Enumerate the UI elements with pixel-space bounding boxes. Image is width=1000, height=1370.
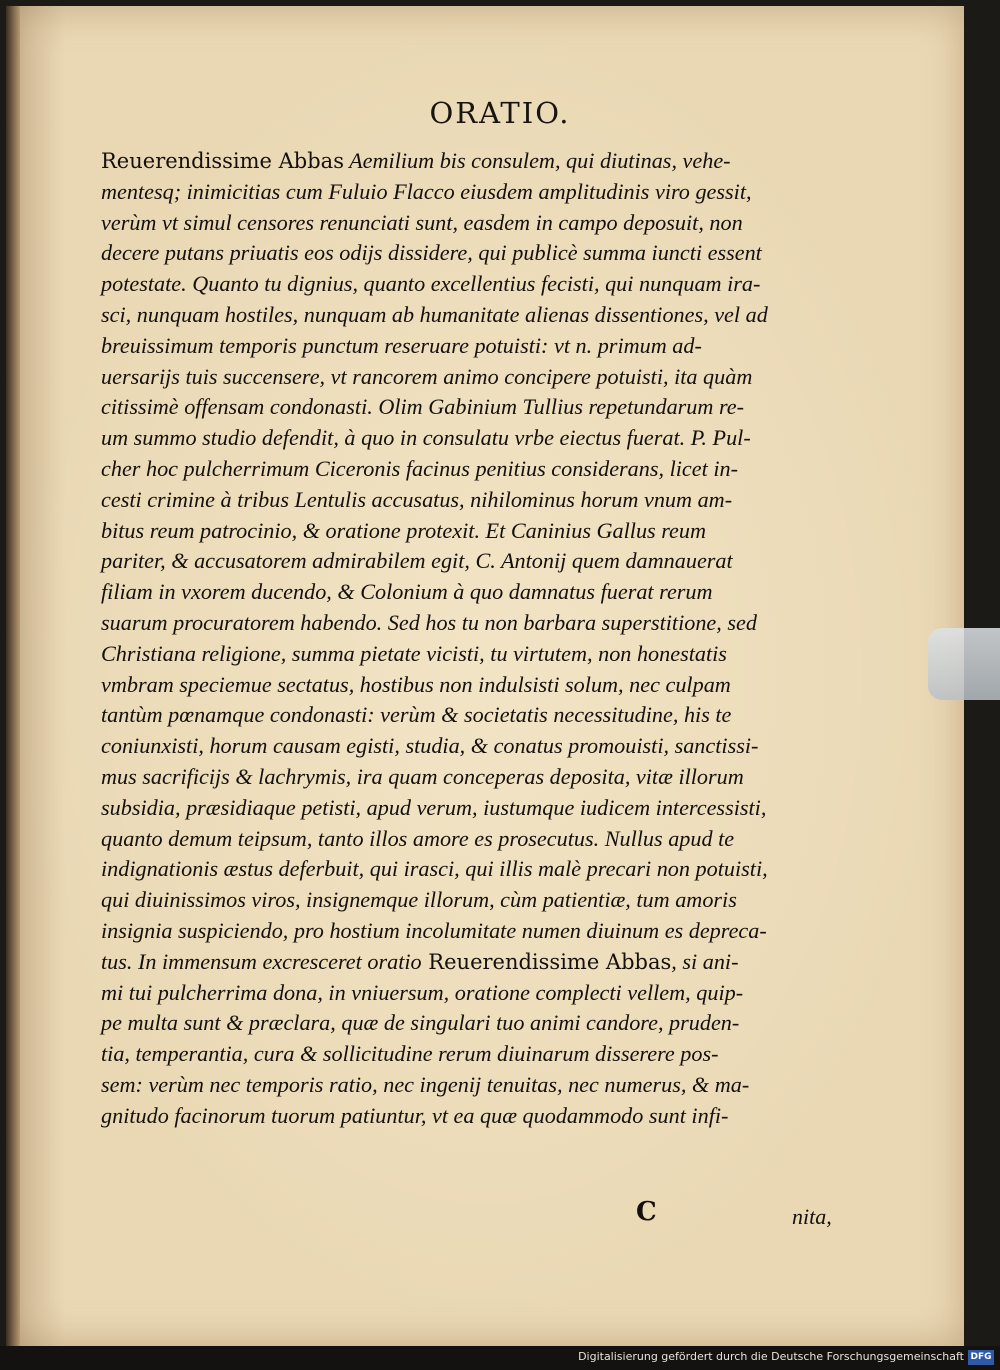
text-line: potestate. Quanto tu dignius, quanto excellentius fecisti, qui nunquam ira- bbox=[101, 271, 761, 297]
signature-mark: C bbox=[636, 1197, 657, 1227]
text-line: verùm vt simul censores renunciati sunt, easdem in campo deposuit, non bbox=[101, 209, 743, 235]
text-line: suarum procuratorem habendo. Sed hos tu non barbara superstitione, sed bbox=[101, 609, 757, 635]
text-line: decere putans priuatis eos odijs dissidere, qui publicè summa iuncti essent bbox=[101, 240, 762, 266]
text-line: mi tui pulcherrima dona, in vniuersum, oratione complecti vellem, quip- bbox=[101, 979, 744, 1005]
text-line: gnitudo facinorum tuorum patiuntur, vt ea quæ quodammodo sunt infi- bbox=[101, 1102, 729, 1128]
text-line: uersarijs tuis succensere, vt rancorem animo concipere potuisti, ita quàm bbox=[101, 363, 753, 389]
text-line: subsidia, præsidiaque petisti, apud verum, iustumque iudicem intercessisti, bbox=[101, 794, 767, 820]
text-line: pariter, & accusatorem admirabilem egit, C. Antonij quem damnauerat bbox=[101, 548, 733, 574]
line-text: tus. In immensum excresceret oratio bbox=[101, 948, 422, 974]
text-line: vmbram speciemue sectatus, hostibus non indulsisti solum, nec culpam bbox=[101, 671, 731, 697]
text-line: cesti crimine à tribus Lentulis accusatus, nihilominus horum vnum am- bbox=[101, 486, 733, 512]
text-line: filiam in vxorem ducendo, & Colonium à quo damnatus fuerat rerum bbox=[101, 579, 713, 605]
text-line: indignationis æstus deferbuit, qui irasci, qui illis malè precari non potuisti, bbox=[101, 856, 768, 882]
line-text: , si ani- bbox=[671, 948, 739, 974]
oration-body bbox=[101, 146, 821, 1132]
funding-credit: Digitalisierung gefördert durch die Deutsche Forschungsgemeinschaft bbox=[578, 1350, 964, 1363]
text-line: cher hoc pulcherrimum Ciceronis facinus penitius considerans, licet in- bbox=[101, 455, 738, 481]
text-line: qui diuinissimos viros, insignemque illorum, cùm patientiæ, tum amoris bbox=[101, 887, 737, 913]
page-heading: ORATIO. bbox=[429, 96, 571, 130]
text-line: mus sacrificijs & lachrymis, ira quam conceperas deposita, vitæ illorum bbox=[101, 763, 744, 789]
text-line: breuissimum temporis punctum reseruare potuisti: vt n. primum ad- bbox=[101, 332, 702, 358]
text-line: bitus reum patrocinio, & oratione protexit. Et Caninius Gallus reum bbox=[101, 517, 706, 543]
text-line: tantùm pœnamque condonasti: verùm & societatis necessitudine, his te bbox=[101, 702, 732, 728]
catchword: nita, bbox=[792, 1204, 832, 1229]
scroll-tab-handle[interactable] bbox=[928, 628, 1000, 700]
text-line: insignia suspiciendo, pro hostium incolumitate numen diuinum es depreca- bbox=[101, 917, 767, 943]
dfg-logo-icon: DFG bbox=[968, 1350, 994, 1365]
text-line: sci, nunquam hostiles, nunquam ab humanitate alienas dissentiones, vel ad bbox=[101, 301, 768, 327]
text-line: sem: verùm nec temporis ratio, nec ingenij tenuitas, nec numerus, & ma- bbox=[101, 1071, 750, 1097]
text-line bbox=[101, 947, 821, 978]
page-gutter bbox=[6, 6, 20, 1346]
text-line: pe multa sunt & præclara, quæ de singulari tuo animi candore, pruden- bbox=[101, 1010, 740, 1036]
text-line: mentesq; inimicitias cum Fuluio Flacco eiusdem amplitudinis viro gessit, bbox=[101, 178, 752, 204]
text-line: quanto demum teipsum, tanto illos amore es prosecutus. Nullus apud te bbox=[101, 825, 735, 851]
text-line: citissimè offensam condonasti. Olim Gabinium Tullius repetundarum re- bbox=[101, 394, 745, 420]
addressee-name: Reuerendissime Abbas bbox=[101, 149, 344, 173]
text-line: Christiana religione, summa pietate vicisti, tu virtutem, non honestatis bbox=[101, 640, 727, 666]
line-text: Aemilium bis consulem, qui diutinas, vehe- bbox=[343, 148, 731, 173]
text-line: coniunxisti, horum causam egisti, studia, & conatus promouisti, sanctissi- bbox=[101, 733, 759, 759]
text-line: um summo studio defendit, à quo in consulatu vrbe eiectus fuerat. P. Pul- bbox=[101, 425, 751, 451]
footer-bar bbox=[0, 1346, 1000, 1370]
text-line: tia, temperantia, cura & sollicitudine rerum diuinarum disserere pos- bbox=[101, 1041, 719, 1067]
addressee-name: Reuerendissime Abbas bbox=[421, 949, 672, 974]
text-line bbox=[101, 146, 821, 177]
